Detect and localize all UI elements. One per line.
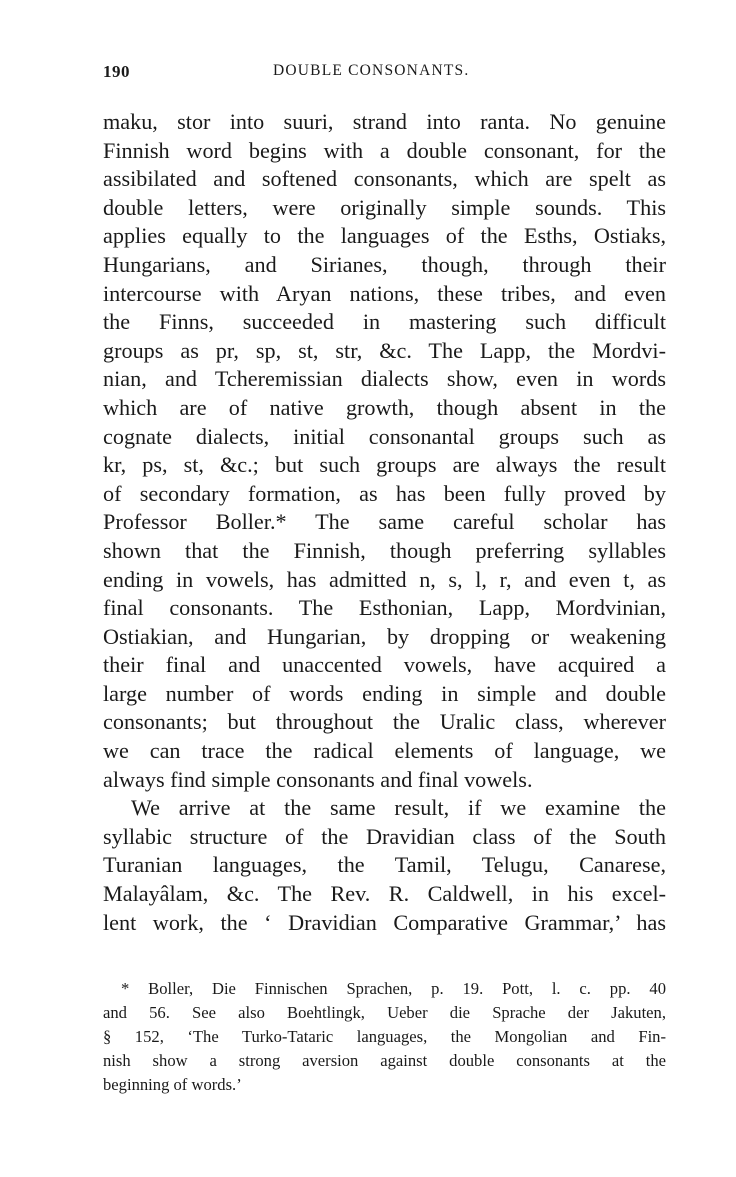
body-line: their final and unaccented vowels, have acquired a xyxy=(103,652,666,678)
page-title: DOUBLE CONSONANTS. xyxy=(273,62,470,79)
body-line: lent work, the ‘ Dravidian Comparative Grammar,’ has xyxy=(103,909,666,935)
body-line: groups as pr, sp, st, str, &c. The Lapp, the Mordvi- xyxy=(103,337,666,363)
body-line: Ostiakian, and Hungarian, by dropping or weakening xyxy=(103,623,666,649)
body-line: large number of words ending in simple and double xyxy=(103,680,666,706)
body-text xyxy=(103,108,666,937)
footnote-line: § 152, ‘The Turko-Tataric languages, the Mongolian and Fin- xyxy=(103,1027,666,1046)
body-line: Hungarians, and Sirianes, though, through their xyxy=(103,251,666,277)
body-line: cognate dialects, initial consonantal groups such as xyxy=(103,423,666,449)
footnote-line: nish show a strong aversion against double consonants at the xyxy=(103,1051,666,1070)
body-line: ending in vowels, has admitted n, s, l, r, and even t, as xyxy=(103,566,666,592)
body-line: Professor Boller.* The same careful scholar has xyxy=(103,509,666,535)
body-line: of secondary formation, as has been fully proved by xyxy=(103,480,666,506)
footnote xyxy=(103,977,666,1097)
footnote-line: * Boller, Die Finnischen Sprachen, p. 19. Pott, l. c. pp. 40 xyxy=(121,979,666,998)
body-line: which are of native growth, though absent in the xyxy=(103,394,666,420)
body-line: syllabic structure of the Dravidian class of the South xyxy=(103,823,666,849)
body-line: shown that the Finnish, though preferring syllables xyxy=(103,537,666,563)
body-line: the Finns, succeeded in mastering such difficult xyxy=(103,309,666,335)
body-line: We arrive at the same result, if we examine the xyxy=(131,795,666,821)
body-line: assibilated and softened consonants, which are spelt as xyxy=(103,166,666,192)
body-line: consonants; but throughout the Uralic class, wherever xyxy=(103,709,666,735)
body-line: Finnish word begins with a double consonant, for the xyxy=(103,137,666,163)
running-head xyxy=(103,62,666,86)
body-line: Malayâlam, &c. The Rev. R. Caldwell, in his excel- xyxy=(103,881,666,907)
body-line: we can trace the radical elements of language, we xyxy=(103,738,666,764)
body-line: intercourse with Aryan nations, these tribes, and even xyxy=(103,280,666,306)
body-line: kr, ps, st, &c.; but such groups are always the result xyxy=(103,452,666,478)
body-line: Turanian languages, the Tamil, Telugu, Canarese, xyxy=(103,852,666,878)
footnote-line: and 56. See also Boehtlingk, Ueber die Sprache der Jakuten, xyxy=(103,1003,666,1022)
body-line: maku, stor into suuri, strand into ranta. No genuine xyxy=(103,109,666,134)
body-line: nian, and Tcheremissian dialects show, even in words xyxy=(103,366,666,392)
footnote-line: beginning of words.’ xyxy=(103,1075,242,1094)
body-line: applies equally to the languages of the Esths, Ostiaks, xyxy=(103,223,666,249)
body-line: final consonants. The Esthonian, Lapp, Mordvinian, xyxy=(103,595,666,621)
page-number: 190 xyxy=(103,62,130,81)
body-line: always find simple consonants and final vowels. xyxy=(103,766,533,792)
body-line: double letters, were originally simple sounds. This xyxy=(103,194,666,220)
